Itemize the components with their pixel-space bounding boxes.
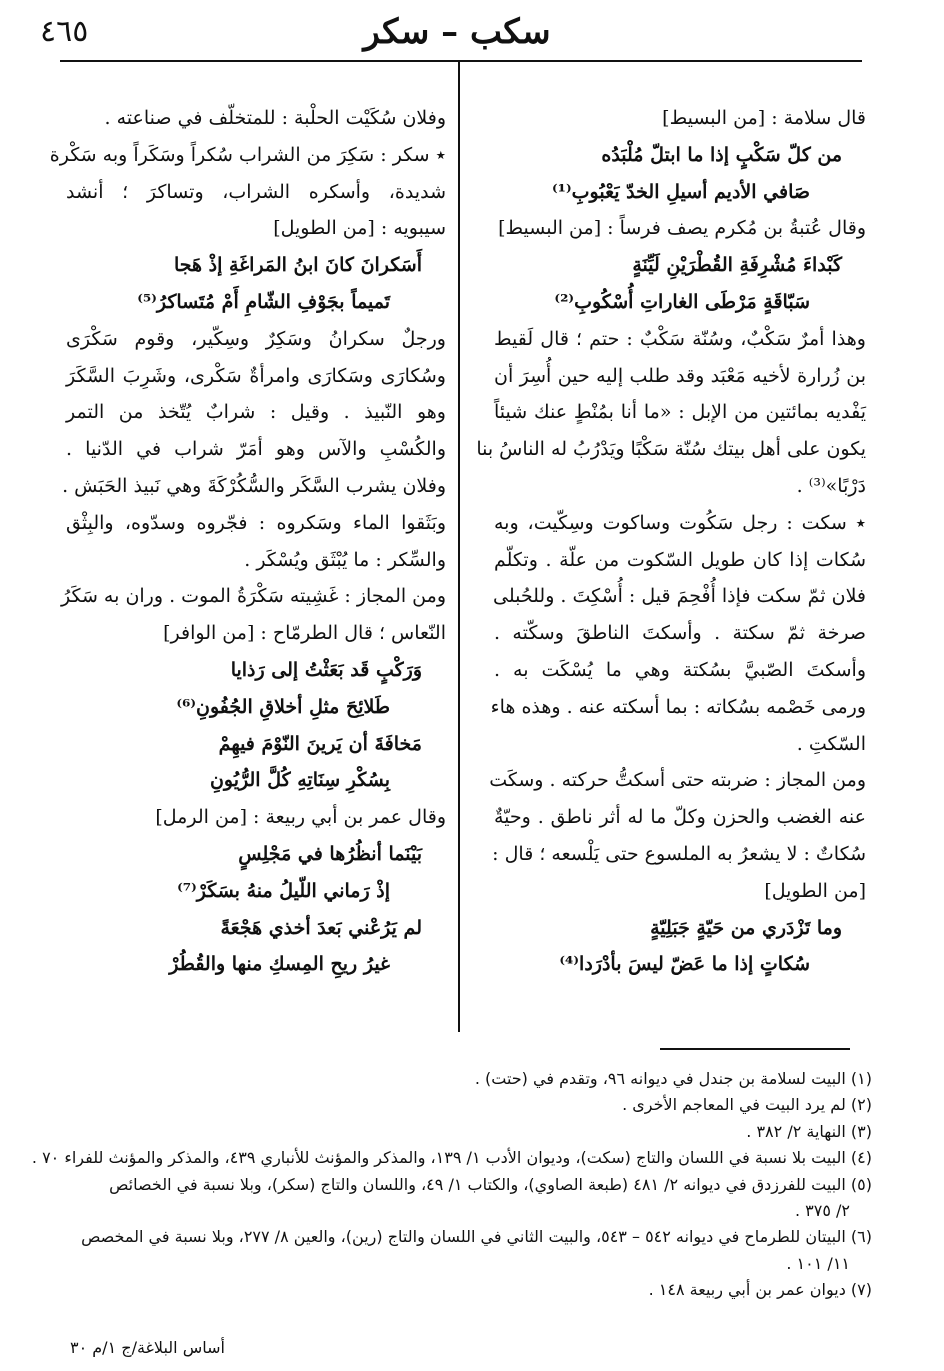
verse-line: إذْ رَماني اللّيلُ منهُ بسَكَرْ⁽⁷⁾ <box>177 879 390 902</box>
right-column <box>476 100 866 1030</box>
verse-line: بَيْنَما أنظُرُها في مَجْلِسٍ <box>238 842 422 865</box>
text-line: النّعاس ؛ قال الطرمّاح : [من الوافر] <box>163 622 446 645</box>
text-line: يَفْديه بمائتين من الإبل : «ما أنا بمُنْطٍ عنك شيئاً <box>494 401 866 424</box>
footnote-continuation: ١١/ ١٠١ . <box>786 1253 850 1273</box>
header-rule <box>60 60 862 62</box>
text-line: قال سلامة : [من البسيط] <box>662 107 866 129</box>
verse-line: سَبّاقَةٍ مَرْطَى الغاراتِ أُسْكُوبِ⁽²⁾ <box>554 290 810 313</box>
footnote-continuation: ٢/ ٣٧٥ . <box>794 1200 850 1220</box>
verse-line: غيرُ ريحِ المِسكِ منها والقُطُرْ <box>169 953 390 976</box>
page-number: ٤٦٥ <box>40 14 89 49</box>
text-line: وقال عُتبةُ بن مُكرم يصف فرساً : [من البسيط] <box>498 217 866 240</box>
footnote: (٦) البيتان للطرماح في ديوانه ٥٤٢ – ٥٤٣، والبيت الثاني في اللسان والتاج (رين)، والعين ٨/ ٢٧٧، وبلا نسبة في المخصص <box>81 1227 872 1247</box>
footnote: (٣) النهاية ٢/ ٣٨٢ . <box>746 1121 872 1141</box>
footnote: (٥) البيت للفرزدق في ديوانه ٢/ ٤٨١ (طبعة الصاوي)، والكتاب ١/ ٤٩، واللسان والتاج (سكر)، وبلا نسبة في الخصائص <box>109 1174 872 1194</box>
verse-line: لم يَرُعْني بَعدَ أخذي هَجْعَةً <box>220 916 422 939</box>
entry-heading-line: ٭ سكر : سَكِرَ من الشراب سُكراً وسَكَراً وبه سَكْرة <box>49 143 446 166</box>
text-line: يكون على أهل بيتك سُنّة سَكْبًا ويَدْرُبُ له الناسُ بنا <box>476 438 866 461</box>
verse-line: صَافي الأديم أسيلِ الخدّ يَعْبُوبِ⁽¹⁾ <box>552 180 810 203</box>
text-line: وبَثَقوا الماء وسَكروه : فجّروه وسدّوه، والبِثْق <box>66 511 446 534</box>
text-line: ومن المجاز : غَشِيته سَكْرَةُ الموت . وران به سَكَرُ <box>61 585 446 608</box>
text-line: شديدة، وأسكره الشراب، وتساكرَ ؛ أنشد <box>66 180 446 203</box>
verse-line: تَميماً بجَوْفِ الشّامِ أَمْ مُتَساكرُ⁽⁵⁾ <box>137 290 390 313</box>
text-line: وهو النّبيذ . وقيل : شرابٌ يُتّخذ من التمر <box>66 401 446 424</box>
text-line: وفلان يشرب السَّكَر والسُّكُرْكَةَ وهي نَبيذ الحَبَش . <box>62 474 446 497</box>
text-line: سُكات إذا كان طويل السّكوت من علّة . وتكلّم <box>494 548 866 571</box>
verse-line: وما تَزْدَري من حَيّةٍ جَبَلِيّةٍ <box>650 916 842 939</box>
text-line: سيبويه : [من الطويل] <box>273 217 446 240</box>
verse-line: طَلائِحَ مثلِ أخلاقِ الجُفُونِ⁽⁶⁾ <box>176 695 390 718</box>
text-line: السّكتِ . <box>796 732 866 755</box>
verse-line: من كلّ سَكْبٍ إذا ما ابتلّ مُلْبَدُه <box>601 143 842 166</box>
text-line: صرخة ثمّ سكتة . وأسكتَ الناطقَ وسكّته . <box>494 622 866 645</box>
text-line: وهذا أمرٌ سَكْبٌ، وسُنّة سَكْبٌ : حتم ؛ قال لَقيط <box>494 327 866 350</box>
text-line: وأسكتَ الصّبيَّ بسُكتة وهي ما يُسْكَت به . <box>494 658 866 681</box>
text-line: وسُكارَى وسَكارَى وامرأةٌ سَكْرى، وشَرِبَ السَّكَرَ <box>66 364 446 387</box>
text-line: عنه الغضب والحزن وكلّ ما له أثر ناطق . وحيّةٌ <box>494 806 866 829</box>
text-line: فلان ثمّ سكت فإذا أُفْحِمَ قيل : أُسْكِتَ . وللحُبلى <box>493 585 866 608</box>
text-line: ومن المجاز : ضربته حتى أسكتُّ حركته . وسكَت <box>489 769 866 792</box>
verse-line: سُكاتٍ إذا ما عَضّ ليسَ بأدْرَدا⁽⁴⁾ <box>559 953 810 976</box>
book-signature: أساس البلاغة/ج ١/م ٣٠ <box>70 1338 225 1357</box>
footnote: (١) البيت لسلامة بن جندل في ديوانه ٩٦، وتقدم في (حتت) . <box>474 1069 872 1088</box>
verse-line: مَخافَةَ أن يَرينَ النّوْمَ فيهِمْ <box>218 732 422 755</box>
verse-line: بِسُكْرِ سِنَاتِهِ كُلَّ الرُّيُونِ <box>209 769 390 792</box>
verse-line: كَبْداءَ مُشْرِفَةِ القُطْرَيْنِ لَيِّنَةٍ <box>632 254 842 277</box>
text-line: وفلان سُكَيْت الحلْبة : للمتخلّف في صناعته . <box>104 107 446 129</box>
text-line: [من الطويل] <box>764 879 866 902</box>
text-line: والسِّكر : ما يُبْثَق ويُسْكَر . <box>244 548 446 571</box>
running-head: سكب – سكر <box>363 12 551 52</box>
footnotes <box>31 1066 872 1304</box>
footnote: (٢) لم يرد البيت في المعاجم الأخرى . <box>622 1095 872 1115</box>
column-divider <box>458 62 460 1032</box>
page-header <box>40 12 874 62</box>
left-column <box>49 100 446 1030</box>
text-line: ورمى خَصْمه بسُكاته : بما أسكته عنه . وهذه هاء <box>490 695 866 718</box>
text-line: دَرْبًا»⁽³⁾ . <box>796 474 866 497</box>
footnote-rule <box>660 1048 850 1050</box>
text-line: وقال عمر بن أبي ربيعة : [من الرمل] <box>155 806 446 829</box>
entry-heading-line: ٭ سكت : رجل سَكُوت وساكوت وسِكّيت، وبه <box>494 511 866 534</box>
footnote: (٧) ديوان عمر بن أبي ربيعة ١٤٨ . <box>648 1280 872 1300</box>
verse-line: أَسَكرانَ كانَ ابنُ المَراغَةِ إذْ هَجا <box>173 254 422 277</box>
text-line: بن زُرارة لأخيه مَعْبَد وقد طلب إليه حين أُسِرَ أن <box>494 364 866 387</box>
text-line: والكُسْبِ والآس وهو أمَرّ شراب في الدّنيا . <box>66 438 446 461</box>
footnote: (٤) البيت بلا نسبة في اللسان والتاج (سكت)، وديوان الأدب ١/ ١٣٩، والمذكر والمؤنث للأنباري ٤٣٩، والمذكر والمؤنث للفراء ٧٠ . <box>31 1148 872 1168</box>
text-line: سُكاتٌ : لا يشعرُ به الملسوع حتى يَلْسعه ؛ قال : <box>492 842 866 865</box>
verse-line: وَرَكْبٍ قَد بَعَثْتُ إلى رَذايا <box>230 658 422 681</box>
text-line: ورجلٌ سكرانُ وسَكِرٌ وسِكّير، وقوم سَكْرَى <box>66 327 446 350</box>
